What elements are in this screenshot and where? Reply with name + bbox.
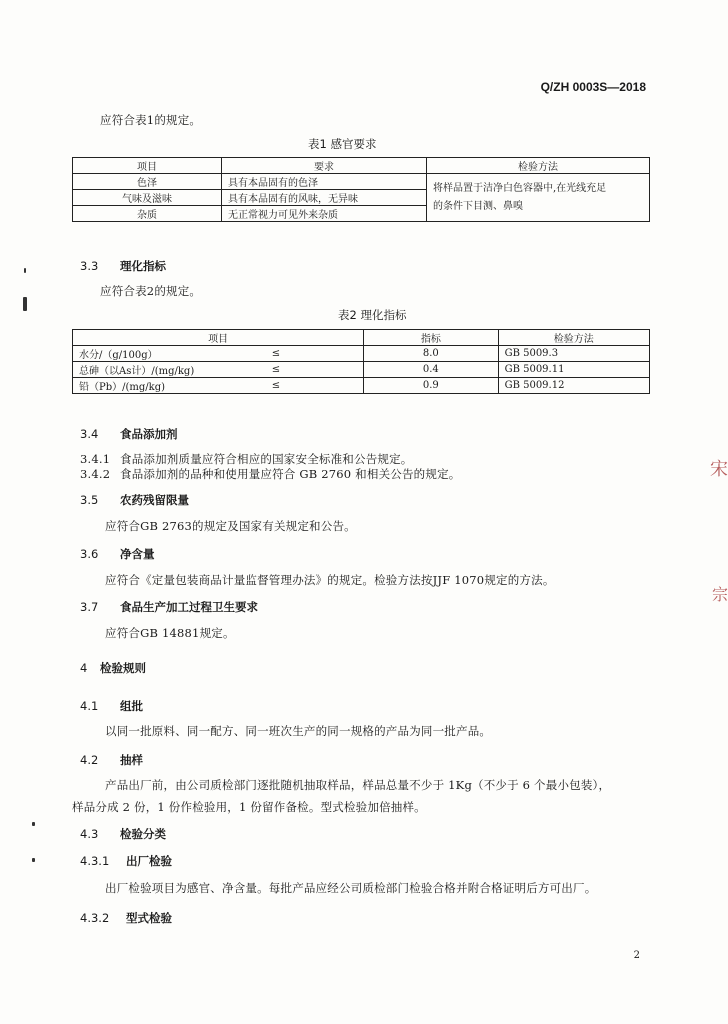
section-number: 4 — [80, 661, 88, 675]
section-number: 3.4.2 — [80, 467, 111, 481]
table-row — [73, 346, 650, 362]
section-number: 4.1 — [80, 699, 99, 713]
table-header-cell: 检验方法 — [498, 330, 649, 346]
section-heading — [80, 492, 189, 508]
table-header-cell: 检验方法 — [427, 158, 650, 174]
section-title: 理化指标 — [120, 259, 166, 273]
section-number: 3.5 — [80, 493, 99, 507]
section-number: 4.2 — [80, 753, 99, 767]
document-code: Q/ZH 0003S—2018 — [540, 80, 646, 94]
section-heading — [80, 752, 143, 768]
section-title: 检验规则 — [100, 661, 146, 675]
table-header-row — [73, 330, 650, 346]
table-header-cell: 项目 — [73, 158, 222, 174]
section-title: 出厂检验 — [126, 854, 172, 868]
table-cell: 0.9 — [364, 378, 498, 394]
scan-speck — [32, 858, 35, 862]
table-cell: 水分/（g/100g） — [73, 346, 266, 362]
paragraph: 应符合GB 2763的规定及国家有关规定和公告。 — [105, 519, 356, 533]
table-cell: GB 5009.11 — [498, 362, 649, 378]
paragraph-text: 食品添加剂的品种和使用量应符合 GB 2760 和相关公告的规定。 — [120, 467, 461, 481]
section-title: 农药残留限量 — [120, 493, 189, 507]
section-title: 净含量 — [120, 547, 155, 561]
method-line: 将样品置于洁净白色容器中,在光线充足 — [433, 182, 607, 194]
paragraph: 应符合表2的规定。 — [100, 284, 202, 298]
paragraph — [80, 451, 413, 467]
table-row — [73, 378, 650, 394]
sensory-table — [72, 157, 650, 222]
scan-speck — [32, 822, 35, 826]
section-heading — [80, 258, 166, 274]
section-number: 3.4.1 — [80, 452, 111, 466]
table-cell: GB 5009.3 — [498, 346, 649, 362]
section-heading — [80, 826, 166, 842]
paragraph-text: 食品添加剂质量应符合相应的国家安全标准和公告规定。 — [120, 452, 413, 466]
table-cell: 0.4 — [364, 362, 498, 378]
paragraph: 出厂检验项目为感官、净含量。每批产品应经公司质检部门检验合格并附合格证明后方可出厂。 — [105, 881, 597, 895]
table-cell: 总砷（以As计）/(mg/kg) — [73, 362, 266, 378]
paragraph: 产品出厂前，由公司质检部门逐批随机抽取样品，样品总量不少于 1Kg（不少于 6 个最小包装）， — [105, 778, 611, 792]
table-cell: 8.0 — [364, 346, 498, 362]
section-title: 型式检验 — [126, 911, 172, 925]
physicochemical-table — [72, 329, 650, 394]
intro-text: 应符合表1的规定。 — [100, 113, 202, 127]
section-number: 3.3 — [80, 259, 99, 273]
scan-speck — [23, 297, 27, 311]
section-heading — [80, 910, 172, 926]
paragraph: 样品分成 2 份，1 份作检验用，1 份留作备检。型式检验加倍抽样。 — [72, 800, 426, 814]
paragraph: 应符合GB 14881规定。 — [105, 626, 235, 640]
section-heading — [80, 426, 178, 442]
method-line: 的条件下目测、鼻嗅 — [433, 200, 523, 212]
section-heading — [80, 546, 155, 562]
table-cell: 无正常视力可见外来杂质 — [222, 206, 427, 222]
table-cell: GB 5009.12 — [498, 378, 649, 394]
table-cell: 具有本品固有的风味，无异味 — [222, 190, 427, 206]
section-number: 3.7 — [80, 600, 99, 614]
table-header-cell: 项目 — [73, 330, 364, 346]
table-cell: 色泽 — [73, 174, 222, 190]
section-heading — [80, 853, 172, 869]
edge-stamp-fragment: 宋 — [710, 459, 728, 480]
section-number: 4.3 — [80, 827, 99, 841]
table-row — [73, 174, 650, 190]
section-number: 4.3.2 — [80, 911, 110, 925]
section-heading — [80, 599, 258, 615]
table-cell: 具有本品固有的色泽 — [222, 174, 427, 190]
section-number: 3.4 — [80, 427, 99, 441]
paragraph: 以同一批原料、同一配方、同一班次生产的同一规格的产品为同一批产品。 — [105, 724, 492, 738]
table1-caption: 表1 感官要求 — [308, 137, 377, 151]
section-heading — [80, 660, 146, 676]
table-cell: ≤ — [266, 346, 364, 362]
table-header-row — [73, 158, 650, 174]
section-title: 食品添加剂 — [120, 427, 178, 441]
section-title: 组批 — [120, 699, 143, 713]
method-cell — [427, 174, 650, 222]
section-title: 食品生产加工过程卫生要求 — [120, 600, 258, 614]
table-cell: 铅（Pb）/(mg/kg) — [73, 378, 266, 394]
section-title: 抽样 — [120, 753, 143, 767]
paragraph — [80, 466, 460, 482]
paragraph: 应符合《定量包装商品计量监督管理办法》的规定。检验方法按JJF 1070规定的方法。 — [105, 573, 555, 587]
section-heading — [80, 698, 143, 714]
section-title: 检验分类 — [120, 827, 166, 841]
scan-speck — [24, 268, 26, 273]
section-number: 3.6 — [80, 547, 99, 561]
table-cell: ≤ — [266, 378, 364, 394]
table-cell: 气味及滋味 — [73, 190, 222, 206]
table-header-cell: 指标 — [364, 330, 498, 346]
table2-caption: 表2 理化指标 — [338, 308, 407, 322]
section-number: 4.3.1 — [80, 854, 110, 868]
table-row — [73, 362, 650, 378]
edge-stamp-fragment: 宗 — [711, 585, 728, 604]
table-cell: 杂质 — [73, 206, 222, 222]
table-cell: ≤ — [266, 362, 364, 378]
page-number: 2 — [633, 950, 640, 961]
table-header-cell: 要求 — [222, 158, 427, 174]
